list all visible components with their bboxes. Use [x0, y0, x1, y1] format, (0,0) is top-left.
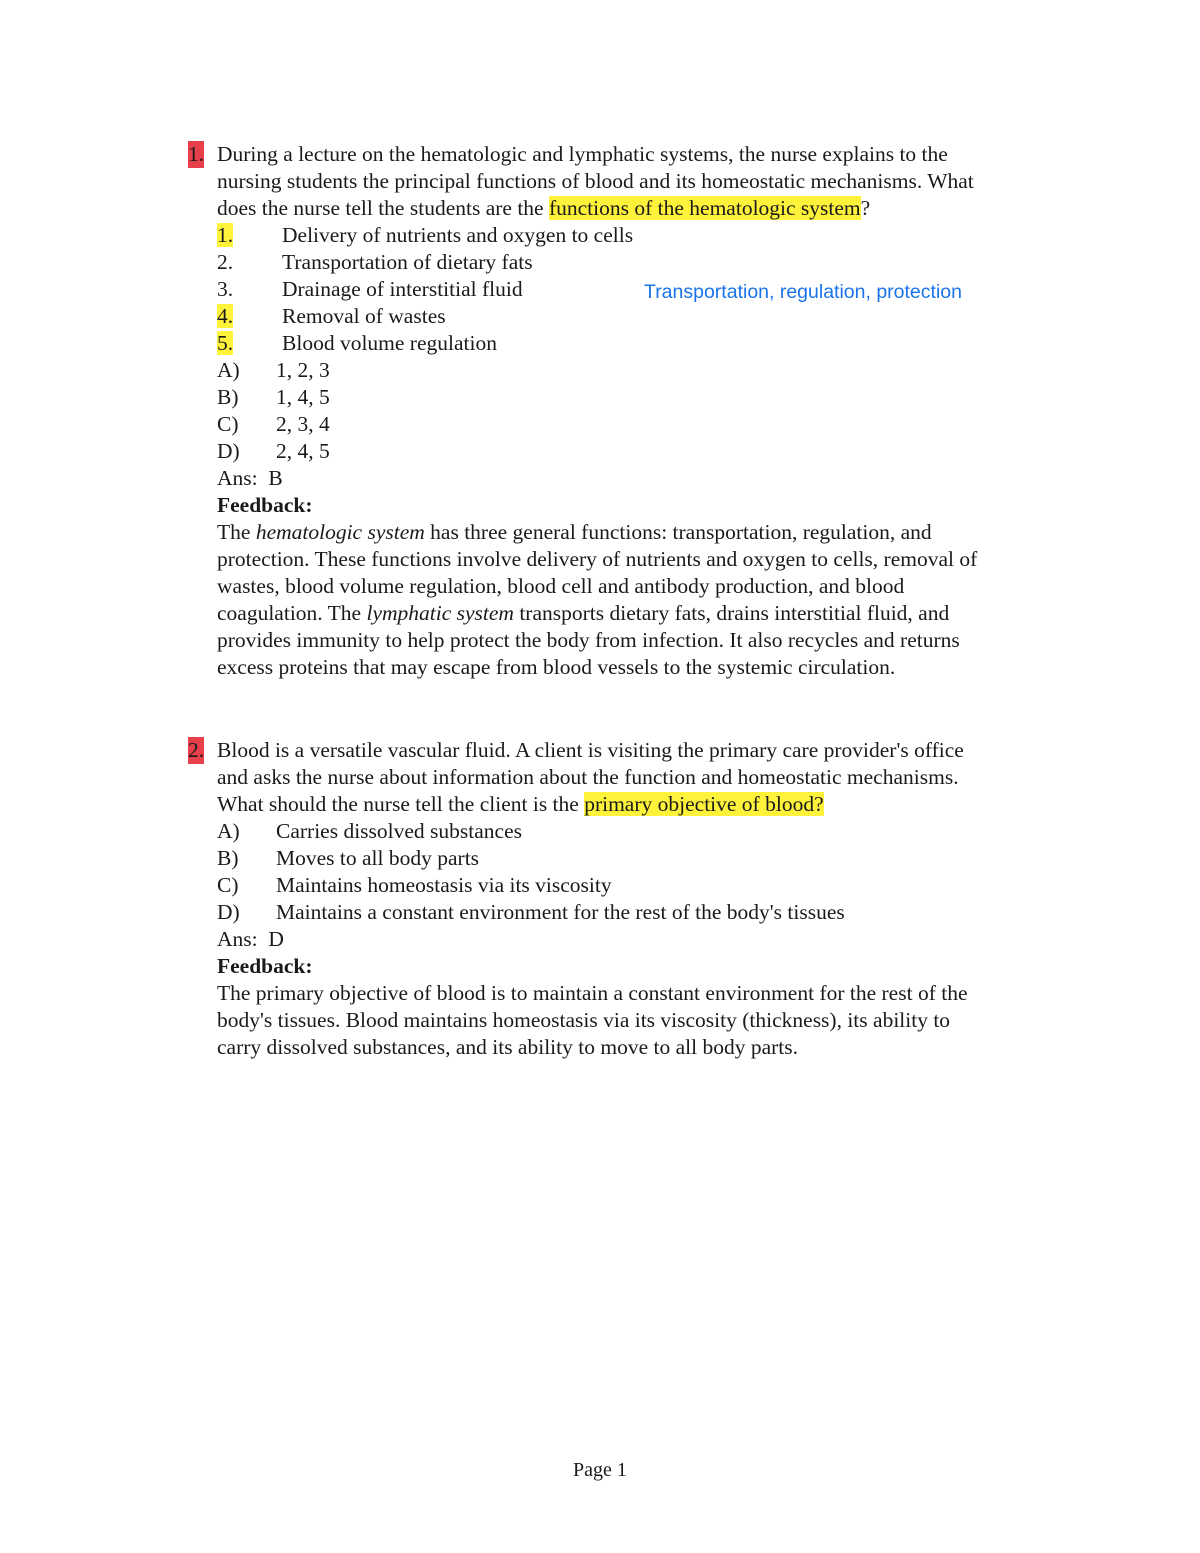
- statement-1: 1. Delivery of nutrients and oxygen to cells: [217, 223, 634, 247]
- option-d: D) 2, 4, 5: [217, 439, 330, 463]
- question-2-number: 2.: [188, 738, 205, 762]
- option-c: C) 2, 3, 4: [217, 412, 330, 436]
- feedback-line-3: carry dissolved substances, and its ability to move to all body parts.: [217, 1035, 798, 1059]
- option-b: B) 1, 4, 5: [217, 385, 330, 409]
- question-2-stem-line-3: What should the nurse tell the client is the primary objective of blood?: [217, 792, 824, 816]
- question-1-stem-line-1: 1. During a lecture on the hematologic and lymphatic systems, the nurse explains to the: [188, 142, 948, 166]
- question-1-highlight: functions of the hematologic system: [548, 196, 861, 220]
- feedback-line-4: coagulation. The lymphatic system transports dietary fats, drains interstitial fluid, and: [217, 601, 950, 625]
- question-1-stem-line-3: does the nurse tell the students are the functions of the hematologic system?: [217, 196, 871, 220]
- page-number: Page 1: [573, 1459, 627, 1481]
- option-a: A) Carries dissolved substances: [217, 819, 523, 843]
- feedback-line-2: protection. These functions involve delivery of nutrients and oxygen to cells, removal of: [217, 547, 978, 571]
- question-2-stem-line-2: and asks the nurse about information about the function and homeostatic mechanisms.: [217, 765, 959, 789]
- question-2-stem-line-1: 2. Blood is a versatile vascular fluid. A client is visiting the primary care provider's office: [188, 738, 964, 762]
- feedback-line-5: provides immunity to help protect the body from infection. It also recycles and returns: [217, 628, 960, 652]
- answer-line: Ans: B: [217, 466, 283, 490]
- answer-value: D: [268, 927, 284, 951]
- feedback-heading: Feedback:: [217, 493, 313, 517]
- feedback-heading: Feedback:: [217, 954, 313, 978]
- option-b: B) Moves to all body parts: [217, 846, 480, 870]
- statement-2: 2. Transportation of dietary fats: [217, 250, 533, 274]
- question-2-highlight: primary objective of blood?: [584, 792, 824, 816]
- option-a: A) 1, 2, 3: [217, 358, 330, 382]
- option-c: C) Maintains homeostasis via its viscosity: [217, 873, 612, 897]
- statement-3: 3. Drainage of interstitial fluid: [217, 277, 523, 301]
- statement-4: 4. Removal of wastes: [217, 304, 446, 328]
- feedback-line-6: excess proteins that may escape from blood vessels to the systemic circulation.: [217, 655, 896, 679]
- question-1-stem-line-2: nursing students the principal functions of blood and its homeostatic mechanisms. What: [217, 169, 974, 193]
- feedback-line-1: The hematologic system has three general functions: transportation, regulation, and: [217, 520, 932, 544]
- option-d: D) Maintains a constant environment for the rest of the body's tissues: [217, 900, 845, 924]
- annotation-note: Transportation, regulation, protection: [644, 281, 962, 303]
- question-2: [188, 737, 1068, 1061]
- feedback-line-2: body's tissues. Blood maintains homeostasis via its viscosity (thickness), its ability to: [217, 1008, 951, 1032]
- question-1: [188, 141, 1068, 681]
- question-1-number: 1.: [188, 142, 205, 166]
- answer-value: B: [268, 466, 283, 490]
- answer-line: Ans: D: [217, 927, 284, 951]
- feedback-line-3: wastes, blood volume regulation, blood cell and antibody production, and blood: [217, 574, 905, 598]
- feedback-line-1: The primary objective of blood is to maintain a constant environment for the rest of the: [217, 981, 968, 1005]
- statement-5: 5. Blood volume regulation: [217, 331, 497, 355]
